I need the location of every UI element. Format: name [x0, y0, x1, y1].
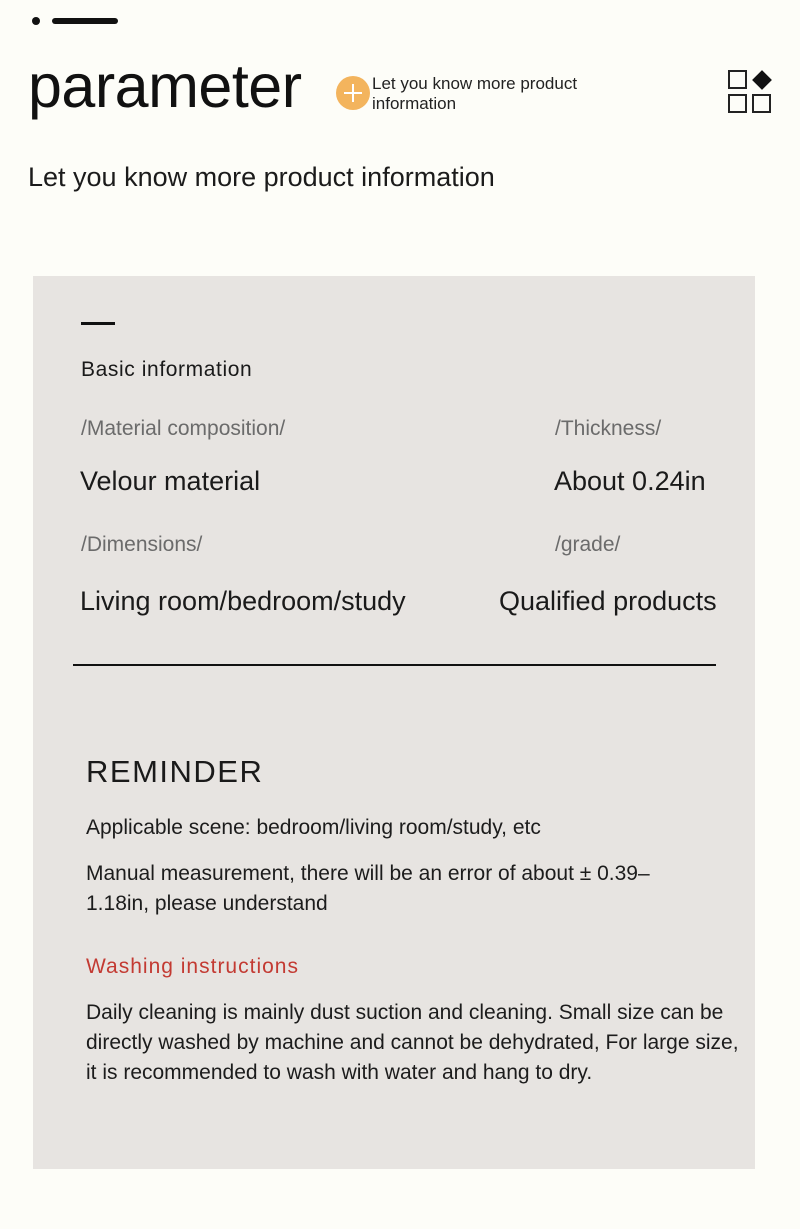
dimensions-value: Living room/bedroom/study — [80, 586, 406, 616]
grid-square-icon — [728, 94, 747, 113]
dash-mark — [52, 18, 118, 24]
thickness-value: About 0.24in — [554, 466, 706, 496]
material-value: Velour material — [80, 466, 261, 496]
grid-square-icon — [752, 94, 771, 113]
thickness-label: /Thickness/ — [555, 417, 662, 440]
divider — [73, 664, 716, 666]
page-title: parameter — [28, 52, 302, 120]
washing-title: Washing instructions — [86, 955, 299, 978]
grade-label: /grade/ — [555, 533, 621, 556]
section-label: Basic information — [81, 358, 253, 381]
header-note: Let you know more product information — [372, 74, 578, 113]
page-subtitle: Let you know more product information — [28, 162, 495, 192]
scene-text: Applicable scene: bedroom/living room/study, etc — [86, 816, 541, 839]
grid-square-icon — [728, 70, 747, 89]
measurement-text: Manual measurement, there will be an error of about ± 0.39–1.18in, please understand — [86, 862, 650, 915]
plus-circle-icon — [336, 76, 370, 110]
diamond-icon — [752, 70, 772, 90]
reminder-title: REMINDER — [86, 754, 264, 789]
grid-diamond-icon — [728, 70, 774, 116]
dot-mark — [32, 17, 40, 25]
washing-text: Daily cleaning is mainly dust suction and cleaning. Small size can be directly washed by machine and cannot be dehydrated, For large size, it is recommended to wash with water and hang to dry. — [86, 1001, 739, 1084]
material-label: /Material composition/ — [81, 417, 286, 440]
section-marker — [81, 322, 115, 325]
grade-value: Qualified products — [499, 586, 717, 616]
dimensions-label: /Dimensions/ — [81, 533, 203, 556]
